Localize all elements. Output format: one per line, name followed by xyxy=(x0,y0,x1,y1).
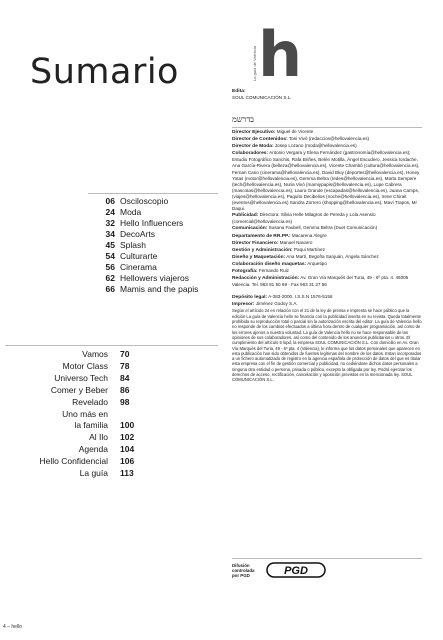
pgd-logo-mark xyxy=(266,561,326,579)
index-item[interactable]: Uno más en xyxy=(62,409,108,419)
index-item[interactable]: 54 Culturarte xyxy=(105,251,158,261)
index-item[interactable]: Motor Class 78 xyxy=(62,361,130,371)
index-item[interactable]: 32 Hello Influencers xyxy=(105,218,184,228)
edita-label: Edita: xyxy=(232,89,246,94)
index-item[interactable]: 56 Cinerama xyxy=(105,262,157,272)
logo-letter: h xyxy=(258,18,303,91)
index-item[interactable]: 62 Hellowers viajeros xyxy=(105,273,189,283)
logo-tagline: La guía de Valencia xyxy=(252,45,257,81)
index-item[interactable]: la familia 100 xyxy=(74,420,135,430)
index-bottom-rule xyxy=(5,345,218,346)
pgd-logo xyxy=(266,561,326,584)
index-item[interactable]: 66 Mamis and the papis xyxy=(105,284,199,294)
index-item[interactable]: 06 Osciloscopio xyxy=(105,196,169,206)
page-title: Sumario xyxy=(30,52,179,92)
publisher-name: SOUL COMUNICACIÓN S.L. xyxy=(232,95,292,101)
index-item[interactable]: Revelado 98 xyxy=(72,397,130,407)
magazine-logo xyxy=(252,18,303,91)
index-item[interactable]: Hello Confidencial 106 xyxy=(39,456,135,466)
index-item[interactable]: 45 Splash xyxy=(105,240,146,250)
index-top-rule xyxy=(88,193,218,194)
credits-rule xyxy=(232,127,422,128)
hebrew-mark: בדרשמ xyxy=(232,115,255,124)
distribution-note: Difusión controlada por PGD xyxy=(232,563,255,578)
index-item[interactable]: La guía 113 xyxy=(79,468,134,478)
index-item[interactable]: Comer y Beber 86 xyxy=(50,385,130,395)
index-item[interactable]: Agenda 104 xyxy=(78,444,135,454)
publisher-block xyxy=(232,88,422,101)
index-item[interactable]: Al Ilo 102 xyxy=(89,432,135,442)
index-item[interactable]: Universo Tech 84 xyxy=(54,373,130,383)
distribution-rule xyxy=(232,558,422,559)
page-footer: 4 – hello xyxy=(3,624,22,630)
legal-notice: Según el artículo 24 en relación con el 21 de la ley de prensa e imprenta se hace público que la edición La guía de Valencia hello se financia con la publicidad inserta en su revista. Queda totalmente prohibida su reproducción total o parcial sin la autorización escrita del editor. La guía de Valencia hello no responde de los cambios efectuados a última hora dentro de cualquier programación, así como de los errores ajenos a nuestra voluntad. La guía de Valencia hello no se hace responsable de las opiniones de sus colaboradores, así como del contenido de los anuncios publicitarios u otros. El cumplimiento del artículo 5 lopd, la empresa SOUL COMUNICACIÓN S.L. Con domicilio en Av. Gran Vía Marqués del Turia, 49 - 6º pta. 4 (Valencia), le informa que los datos personales que aparecen en esta publicación han sido obtenidos de fuentes legítimas del nombre de los datos. Estan incorporados a un fichero automatizado de registro en la agencia española de protección de datos del que es titular esta empresa con el fin de gestión comercial y publicidad, no cediéndose dichos datos personales a ninguna otra entidad o persona, privada o pública, excepto la obligada por ley. Podrá ejercitar los derechos de acceso, rectificación, cancelación y oposición previstos en la mencionada ley. SOUL COMUNICACIÓN S.L. xyxy=(232,308,422,383)
index-item[interactable]: 34 DecoArts xyxy=(105,229,155,239)
pgd-logo-text: PGD xyxy=(284,565,308,577)
credits-list: Director Ejecutivo: Miguel de Vicente Director de Contenidos: Toni Vivó (redaccion@hellovalencia.es) Director de Moda: Josep Lozano (moda@hellovalencia.es) Colaboradores: Antonio Vergara y Elena Fernández (gastronomía@hellovalencia.es); Estudio Fotográfico Sanchis, Rafa Briñes, Belén Motilla, Ángel Escudero, Jessica Iordache, Ana García-Rivera (belleza@hellovalencia.es), Vicente Chambó (cultura@hellovalencia.es), Fernan Cano (cinerama@hellovalencia.es), David Bluy (deportes@hellovalencia.es), Honey Yotas (motor@hellovalencia.es), Gemma Beltra (redes@hellovalencia.es), Marta Sempere (tech@hellovalencia.es), Nuria Vivó (mamiypapis@hellovalencia.es), Lupe Cabrera (mascotas@hellovalencia.es), Laura Grande (escapadas@hellovalencia.es), Juana Camps, (viajes@hellovalencia.es), Paquito Decibelios (noche@hellovalencia.es), Irene Chirait (eventos@hellovalencia.es) Sandra Zorrero (shopping@hellovalencia.es), Maví Trapos, Mr Daqui. Publicidad: Directora: Silvia Helle Milagros de Pereda y Lola Asensio (comercial@hellovalencia.es) Comunicación: Susana Faubell, Gemma Beltra (Duet Comunicación) Departamento de RR.PP.: Macarena Alegre Director Financiero: Manuel Navarro Gestión y Administración: Paqui Martínez Diseño y Maquetación: Ana Martí, Begoña Sanjuán, Ángela Sánchez Colaboración diseño maquetas: Arquetipo Fotografía: Fernando Ruiz Redacción y Administración: Av. Gran Vía Marqués del Turia, 49 - 6º pta. 4. 46005 Valencia. Tel. 963 81 50 69 · Fax 963 31 27 56 Depósito legal: A-383-2000. I.S.S.N 1576-5156 Impresor: Jiménez Godoy S.A. Según el artículo 24 en relación con el 21 de la ley de prensa e imprenta se hace público que la edición La guía de Valencia hello se financia con la publicidad inserta en su revista. Queda totalmente prohibida su reproducción total o parcial sin la autorización escrita del editor. La guía de Valencia hello no responde de los cambios efectuados a última hora dentro de cualquier programación, así como de los errores ajenos a nuestra voluntad. La guía de Valencia hello no se hace responsable de las opiniones de sus colaboradores, así como del contenido de los anuncios publicitarios u otros. El cumplimiento del artículo 5 lopd, la empresa SOUL COMUNICACIÓN S.L. Con domicilio en Av. Gran Vía Marqués del Turia, 49 - 6º pta. 4 (Valencia), le informa que los datos personales que aparecen en esta publicación han sido obtenidos de fuentes legítimas del nombre de los datos. Estan incorporados a un fichero automatizado de registro en la agencia española de protección de datos del que es titular esta empresa con el fin de gestión comercial y publicidad, no cediéndose dichos datos personales a ninguna otra entidad o persona, privada o pública, excepto la obligada por ley. Podrá ejercitar los derechos de acceso, rectificación, cancelación y oposición previstos en la mencionada ley. SOUL COMUNICACIÓN S.L. xyxy=(232,129,422,383)
index-item[interactable]: 24 Moda xyxy=(105,207,142,217)
index-item[interactable]: Vamos 70 xyxy=(82,349,130,359)
